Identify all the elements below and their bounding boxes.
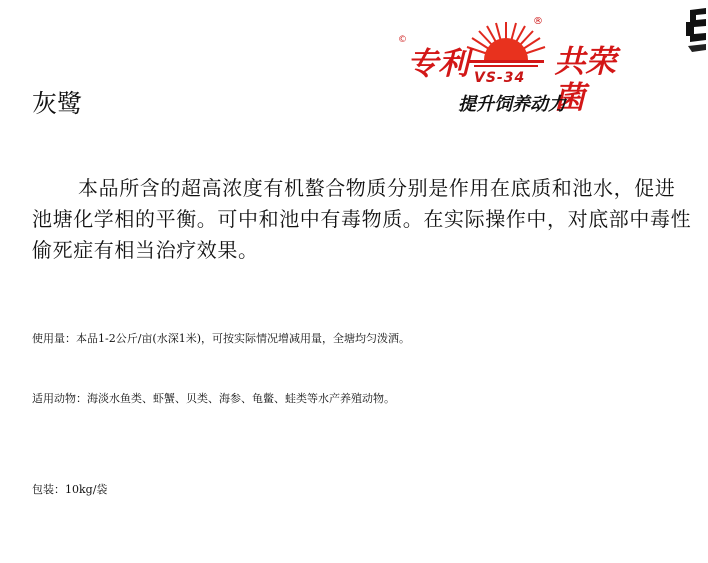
registered-mark: ® xyxy=(533,16,543,27)
brand-logo xyxy=(396,14,646,124)
logo-left-text: 专利 xyxy=(407,46,469,82)
product-description: 本品所含的超高浓度有机螯合物质分别是作用在底质和池水，促进池塘化学相的平衡。可中和池中有毒物质。在实际操作中，对底部中毒性偷死症有相当治疗效果。 xyxy=(32,176,692,262)
page-title: 灰鹭 xyxy=(32,89,83,118)
usage-info: 使用量：本品1-2公斤/亩(水深1米)，可按实际情况增减用量，全塘均匀泼洒。 xyxy=(32,332,410,345)
packaging-info: 包装：10kg/袋 xyxy=(32,483,108,496)
logo-slogan: 提升饲养动力 xyxy=(458,94,566,115)
logo-model-text: VS-34 xyxy=(474,70,526,86)
applicable-animals-info: 适用动物：海淡水鱼类、虾蟹、贝类、海参、龟鳖、蛙类等水产养殖动物。 xyxy=(32,392,395,405)
copyright-mark: © xyxy=(398,35,407,45)
cropped-logo-fragment xyxy=(684,2,708,56)
rising-sun-icon xyxy=(464,20,548,72)
logo-right-text: 共荣菌 xyxy=(554,44,616,116)
